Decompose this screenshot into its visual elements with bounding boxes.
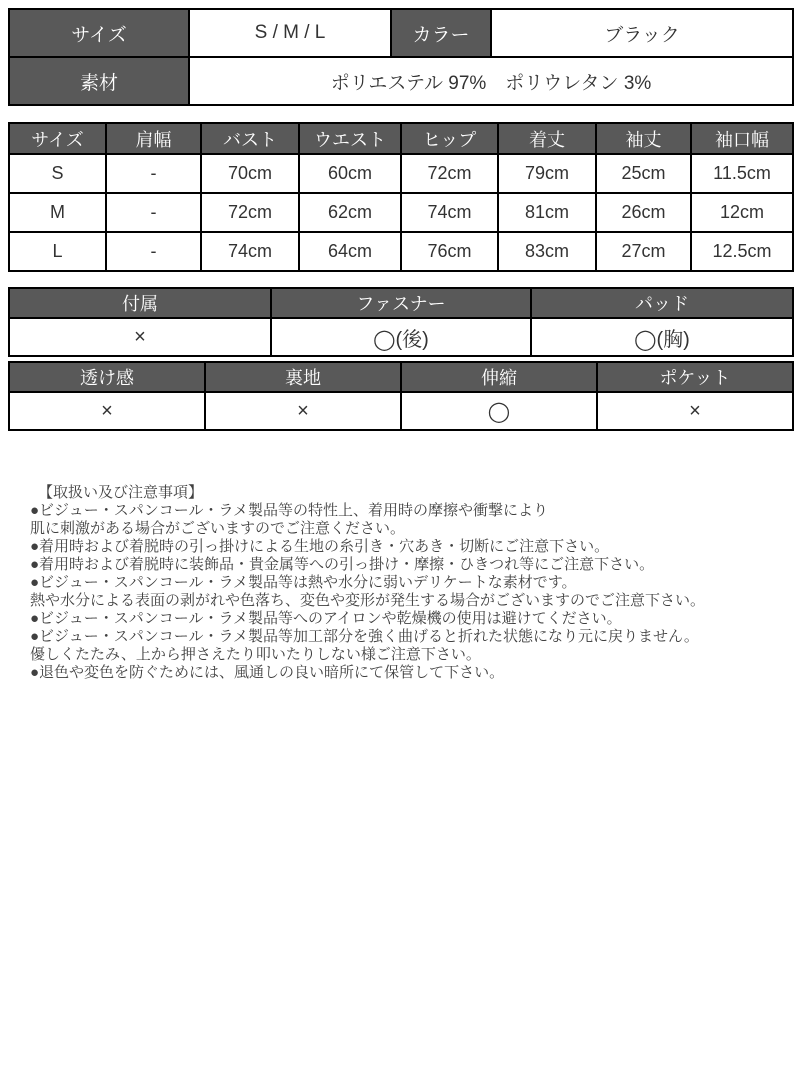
care-note-line: ●着用時および着脱時に装飾品・貴金属等への引っ掛け・摩擦・ひきつれ等にご注意下さい。	[30, 556, 655, 573]
care-note-line: ●着用時および着脱時の引っ掛けによる生地の糸引き・穴あき・切断にご注意下さい。	[30, 538, 610, 555]
features2-header-row	[9, 362, 793, 392]
measurements-row-l	[9, 232, 793, 271]
cell-l-length: 83cm	[498, 232, 596, 271]
col-header-cuff: 袖口幅	[691, 123, 793, 154]
cell-pad: ◯(胸)	[531, 318, 793, 356]
col-header-hip: ヒップ	[401, 123, 498, 154]
spec-row-material	[9, 57, 793, 105]
cell-m-shoulder: -	[106, 193, 201, 232]
care-notes	[30, 484, 800, 682]
col-header-waist: ウエスト	[299, 123, 401, 154]
col-header-lining: 裏地	[205, 362, 401, 392]
col-header-sleeve: 袖丈	[596, 123, 691, 154]
features2-value-row	[9, 392, 793, 430]
material-value-cell: ポリエステル 97% ポリウレタン 3%	[189, 57, 793, 105]
spec-table	[8, 8, 794, 106]
cell-lining: ×	[205, 392, 401, 430]
cell-l-bust: 74cm	[201, 232, 299, 271]
col-header-stretch: 伸縮	[401, 362, 597, 392]
col-header-size: サイズ	[9, 123, 106, 154]
cell-m-sleeve: 26cm	[596, 193, 691, 232]
care-note-line: ●ビジュー・スパンコール・ラメ製品等加工部分を強く曲げると折れた状態になり元に戻りません。	[30, 628, 699, 645]
care-note-line: ●退色や変色を防ぐためには、風通しの良い暗所にて保管して下さい。	[30, 664, 505, 681]
col-header-pad: パッド	[531, 288, 793, 318]
care-note-line: ●ビジュー・スパンコール・ラメ製品等は熱や水分に弱いデリケートな素材です。	[30, 574, 577, 591]
col-header-pocket: ポケット	[597, 362, 793, 392]
cell-s-bust: 70cm	[201, 154, 299, 193]
cell-s-size: S	[9, 154, 106, 193]
features-table-1	[8, 287, 794, 357]
features1-value-row	[9, 318, 793, 356]
cell-zipper: ◯(後)	[271, 318, 531, 356]
care-note-line: 熱や水分による表面の剥がれや色落ち、変色や変形が発生する場合がございますのでご注意下さい。	[30, 592, 706, 609]
cell-s-shoulder: -	[106, 154, 201, 193]
cell-stretch: ◯	[401, 392, 597, 430]
measurements-row-s	[9, 154, 793, 193]
care-note-line: 肌に刺激がある場合がございますのでご注意ください。	[30, 520, 406, 537]
cell-s-sleeve: 25cm	[596, 154, 691, 193]
cell-m-cuff: 12cm	[691, 193, 793, 232]
material-label-cell: 素材	[9, 57, 189, 105]
col-header-zipper: ファスナー	[271, 288, 531, 318]
cell-l-hip: 76cm	[401, 232, 498, 271]
measurements-row-m	[9, 193, 793, 232]
features-table-2	[8, 361, 794, 431]
cell-m-bust: 72cm	[201, 193, 299, 232]
col-header-bust: バスト	[201, 123, 299, 154]
cell-accessory: ×	[9, 318, 271, 356]
care-notes-title: 【取扱い及び注意事項】	[38, 484, 204, 501]
cell-l-cuff: 12.5cm	[691, 232, 793, 271]
care-note-line: ●ビジュー・スパンコール・ラメ製品等へのアイロンや乾燥機の使用は避けてください。	[30, 610, 622, 627]
cell-l-waist: 64cm	[299, 232, 401, 271]
cell-s-waist: 60cm	[299, 154, 401, 193]
cell-pocket: ×	[597, 392, 793, 430]
features1-header-row	[9, 288, 793, 318]
col-header-length: 着丈	[498, 123, 596, 154]
cell-m-waist: 62cm	[299, 193, 401, 232]
size-value-cell: S / M / L	[189, 9, 391, 57]
cell-m-size: M	[9, 193, 106, 232]
cell-l-sleeve: 27cm	[596, 232, 691, 271]
cell-s-hip: 72cm	[401, 154, 498, 193]
cell-l-shoulder: -	[106, 232, 201, 271]
col-header-sheerness: 透け感	[9, 362, 205, 392]
care-note-line: 優しくたたみ、上から押さえたり叩いたりしない様ご注意下さい。	[30, 646, 481, 663]
measurements-table	[8, 122, 794, 272]
size-label-cell: サイズ	[9, 9, 189, 57]
care-note-line: ●ビジュー・スパンコール・ラメ製品等の特性上、着用時の摩擦や衝撃により	[30, 502, 549, 519]
col-header-shoulder: 肩幅	[106, 123, 201, 154]
cell-sheerness: ×	[9, 392, 205, 430]
color-value-cell: ブラック	[491, 9, 793, 57]
measurements-header-row	[9, 123, 793, 154]
color-label-cell: カラー	[391, 9, 491, 57]
cell-s-cuff: 11.5cm	[691, 154, 793, 193]
col-header-accessory: 付属	[9, 288, 271, 318]
cell-m-length: 81cm	[498, 193, 596, 232]
spec-row-size-color	[9, 9, 793, 57]
cell-l-size: L	[9, 232, 106, 271]
cell-s-length: 79cm	[498, 154, 596, 193]
cell-m-hip: 74cm	[401, 193, 498, 232]
